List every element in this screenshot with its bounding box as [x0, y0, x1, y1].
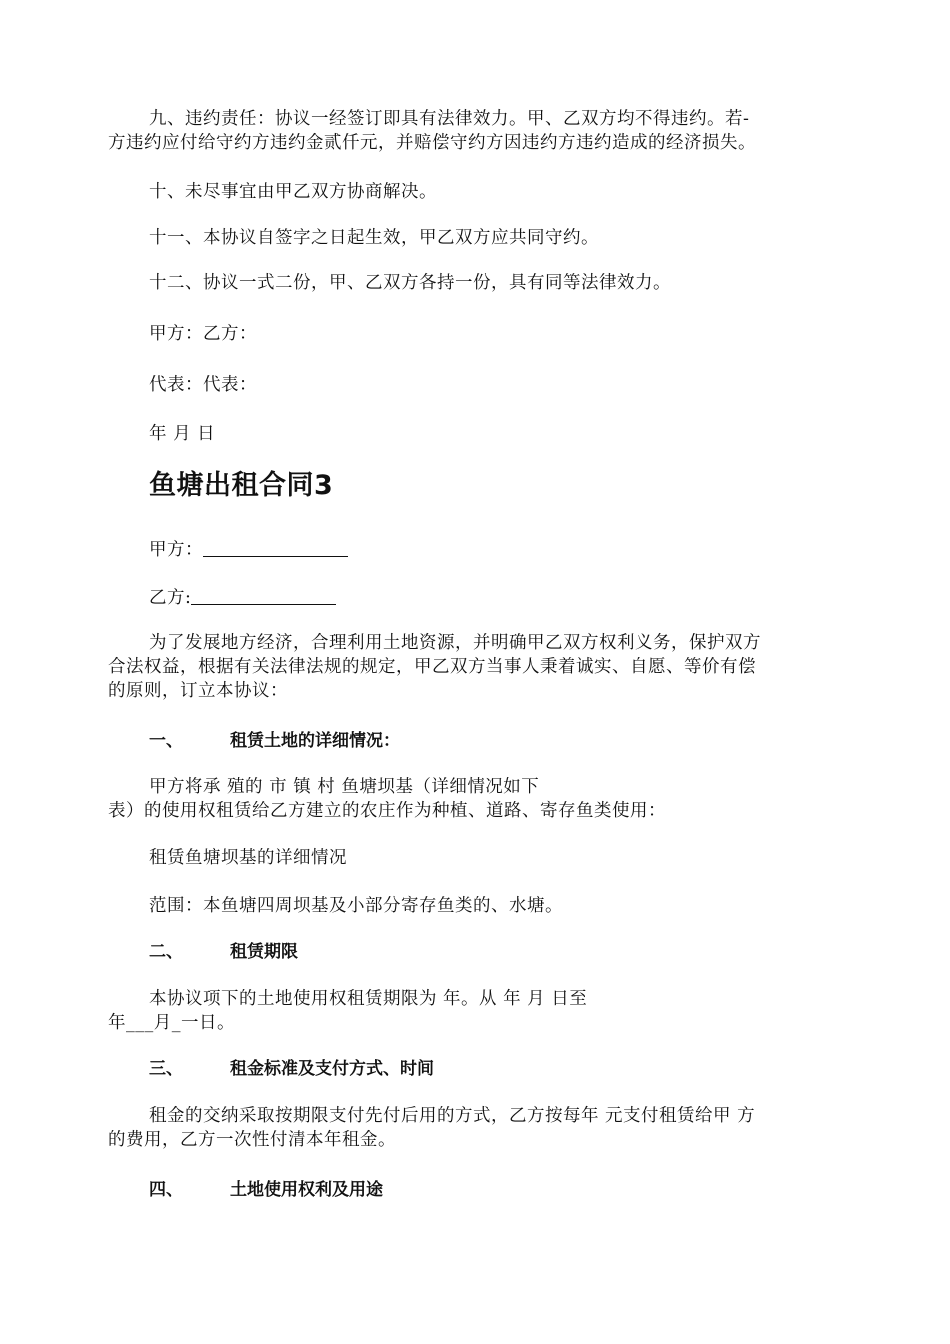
clause-11: 十一、本协议自签字之日起生效，甲乙双方应共同守约。	[149, 228, 599, 248]
party-a-line	[108, 538, 848, 562]
clause-9-paragraph	[108, 107, 848, 155]
section-3-heading	[149, 1057, 434, 1081]
section-3-paragraph	[108, 1104, 848, 1152]
section-2-heading	[149, 940, 298, 964]
signature-date: 年 月 日	[149, 424, 216, 444]
section-2-line-2: 年___月_一日。	[108, 1013, 235, 1033]
section-2-line-1: 本协议项下的土地使用权租赁期限为 年。从 年 月 日至	[149, 989, 588, 1009]
section-3-title: 租金标准及支付方式、时间	[230, 1059, 434, 1079]
clause-9-line-1: 九、违约责任：协议一经签订即具有法律效力。甲、乙双方均不得违约。若-	[149, 109, 750, 129]
signature-parties: 甲方：乙方：	[149, 324, 257, 344]
party-a-blank	[203, 538, 348, 557]
clause-10: 十、未尽事宜由甲乙双方协商解决。	[149, 182, 437, 202]
section-4-title: 土地使用权利及用途	[230, 1180, 383, 1200]
intro-paragraph	[108, 631, 848, 703]
intro-line-2: 合法权益，根据有关法律法规的规定，甲乙双方当事人秉着诚实、自愿、等价有偿	[108, 657, 756, 677]
intro-line-3: 的原则，订立本协议：	[108, 681, 288, 701]
signature-representatives: 代表：代表：	[149, 375, 257, 395]
section-2-title: 租赁期限	[230, 942, 298, 962]
clause-12: 十二、协议一式二份，甲、乙双方各持一份，具有同等法律效力。	[149, 273, 671, 293]
party-b-label: 乙方:	[149, 588, 192, 608]
section-4-heading	[149, 1178, 383, 1202]
section-1-p1-line-2: 表）的使用权租赁给乙方建立的农庄作为种植、道路、寄存鱼类使用：	[108, 801, 666, 821]
section-2-paragraph	[108, 987, 848, 1035]
party-a-label: 甲方：	[149, 540, 203, 560]
section-3-number: 三、	[149, 1059, 183, 1079]
section-3-line-2: 的费用，乙方一次性付清本年租金。	[108, 1130, 396, 1150]
section-2-number: 二、	[149, 942, 183, 962]
section-4-number: 四、	[149, 1180, 183, 1200]
section-3-line-1: 租金的交纳采取按期限支付先付后用的方式，乙方按每年 元支付租赁给甲 方	[149, 1106, 756, 1126]
clause-9-line-2: 方违约应付给守约方违约金贰仟元，并赔偿守约方因违约方违约造成的经济损失。	[108, 133, 756, 153]
section-1-heading	[149, 729, 400, 753]
party-b-line	[108, 586, 848, 610]
intro-line-1: 为了发展地方经济，合理利用土地资源，并明确甲乙双方权利义务，保护双方	[149, 633, 761, 653]
section-1-title: 租赁土地的详细情况：	[230, 731, 400, 751]
party-b-blank	[191, 586, 336, 605]
contract-title: 鱼塘出租合同3	[149, 470, 334, 501]
section-1-paragraph-2: 租赁鱼塘坝基的详细情况	[149, 848, 347, 868]
section-1-paragraph-1	[108, 775, 848, 823]
section-1-p1-line-1: 甲方将承 殖的 市 镇 村 鱼塘坝基（详细情况如下	[149, 777, 540, 797]
section-1-paragraph-3: 范围：本鱼塘四周坝基及小部分寄存鱼类的、水塘。	[149, 896, 563, 916]
section-1-number: 一、	[149, 731, 183, 751]
